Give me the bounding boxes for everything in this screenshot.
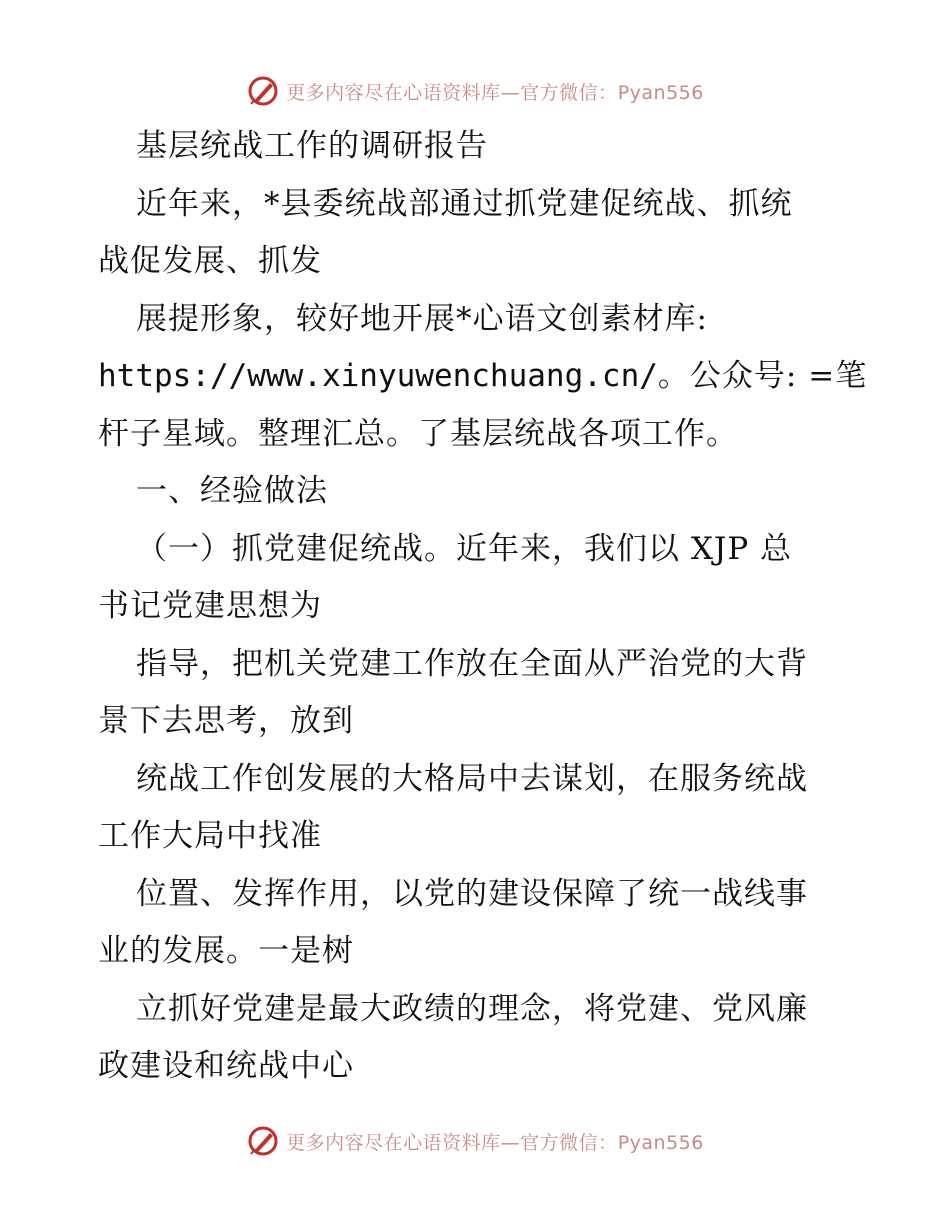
paragraph-line: 政建设和统战中心 bbox=[98, 1048, 354, 1084]
footer-separator: — bbox=[500, 1131, 521, 1154]
paragraph-line: 书记党建思想为 bbox=[98, 588, 322, 624]
paragraph-line: 统战工作创发展的大格局中去谋划，在服务统战 bbox=[136, 760, 808, 797]
footer-contact-id: Pyan556 bbox=[617, 1131, 704, 1154]
footer-contact-label: 官方微信： bbox=[520, 1131, 618, 1154]
paragraph-line: 业的发展。一是树 bbox=[98, 933, 354, 969]
paragraph-line: 战促发展、抓发 bbox=[98, 243, 322, 279]
paragraph-line: 位置、发挥作用，以党的建设保障了统一战线事 bbox=[136, 875, 808, 912]
paragraph-line: 立抓好党建是最大政绩的理念，将党建、党风廉 bbox=[136, 990, 808, 1027]
paragraph-line: 工作大局中找准 bbox=[98, 818, 322, 854]
header-brand-text: 更多内容尽在心语资料库 bbox=[286, 81, 501, 104]
header-contact-id: Pyan556 bbox=[617, 81, 704, 104]
paragraph-line: 杆子星域。整理汇总。了基层统战各项工作。 bbox=[98, 415, 738, 452]
wechat-account-text: 。公众号: =笔 bbox=[657, 358, 868, 394]
footer-watermark bbox=[0, 1119, 950, 1163]
header-watermark bbox=[0, 69, 950, 113]
paragraph-line: 近年来，*县委统战部通过抓党建促统战、抓统 bbox=[136, 185, 793, 222]
paragraph-line: 展提形象，较好地开展*心语文创素材库: bbox=[136, 300, 708, 337]
footer-brand-text: 更多内容尽在心语资料库 bbox=[286, 1131, 501, 1154]
header-contact-label: 官方微信： bbox=[520, 81, 618, 104]
quill-pen-logo-icon bbox=[246, 1124, 280, 1158]
url-text: https://www.xinyuwenchuang.cn/ bbox=[98, 358, 658, 394]
quill-pen-logo-icon bbox=[246, 74, 280, 108]
paragraph-line-url bbox=[98, 348, 868, 406]
header-watermark-text bbox=[286, 78, 704, 105]
header-separator: — bbox=[500, 81, 521, 104]
document-body bbox=[98, 118, 868, 1096]
footer-watermark-text bbox=[286, 1128, 704, 1155]
document-title: 基层统战工作的调研报告 bbox=[136, 128, 488, 164]
section-heading: 一、经验做法 bbox=[136, 473, 328, 509]
subsection-heading-line: （一）抓党建促统战。近年来，我们以 XJP 总 bbox=[136, 530, 793, 567]
paragraph-line: 景下去思考，放到 bbox=[98, 703, 354, 739]
paragraph-line: 指导，把机关党建工作放在全面从严治党的大背 bbox=[136, 645, 808, 682]
